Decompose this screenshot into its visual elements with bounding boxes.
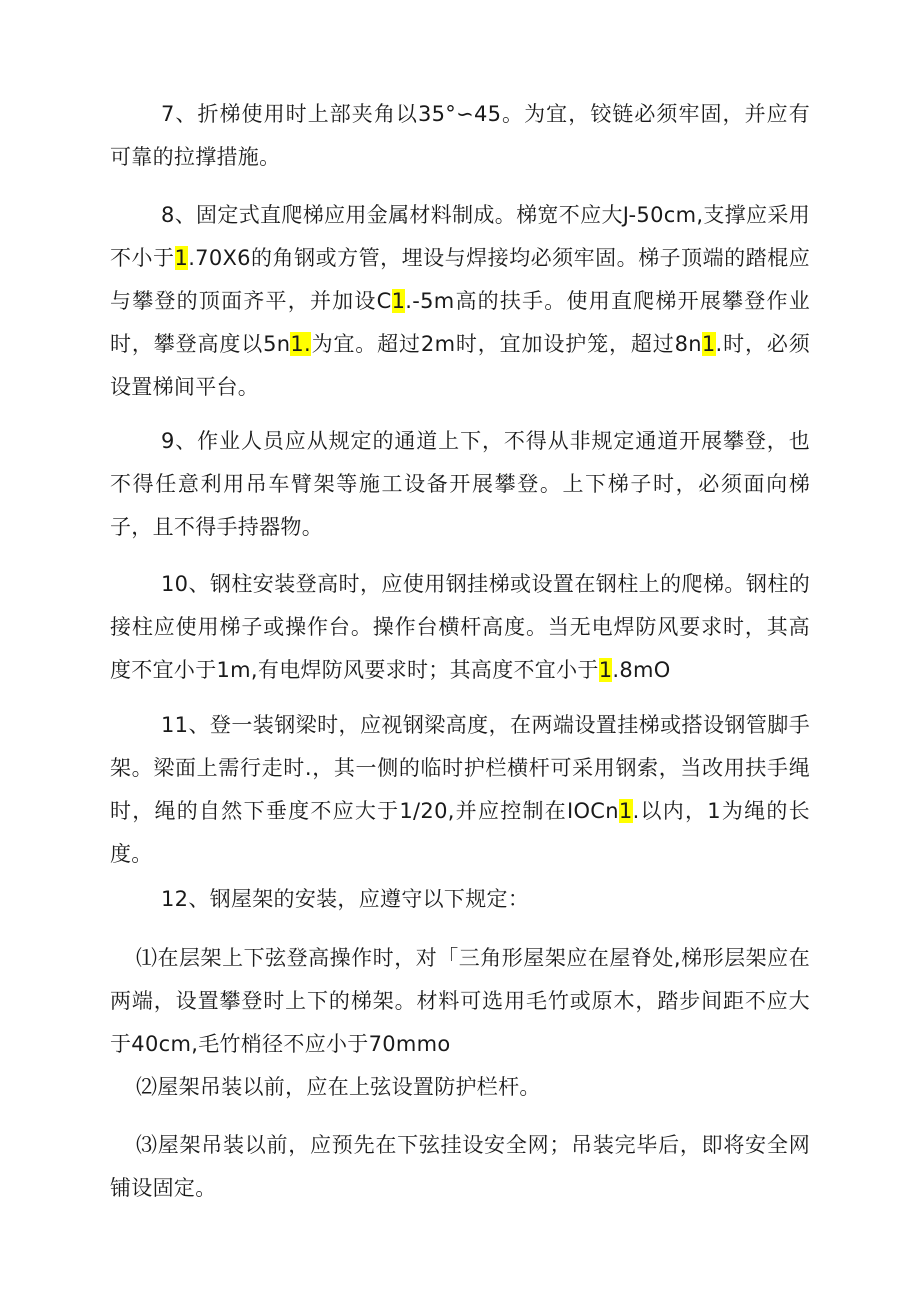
text-run: 12、钢屋架的安装，应遵守以下规定： bbox=[161, 887, 530, 911]
text-run: ⑶屋架吊装以前，应预先在下弦挂设安全网；吊装完毕后，即将安全网铺设固定。 bbox=[110, 1133, 810, 1200]
text-run: .以内，1为绳的长度。 bbox=[110, 799, 810, 866]
paragraph-10 bbox=[110, 563, 810, 692]
text-run: 7、折梯使用时上部夹角以35°∽45。为宜，铰链必须牢固，并应有可靠的拉撑措施。 bbox=[110, 102, 810, 169]
highlighted-text: 1. bbox=[290, 332, 311, 356]
highlighted-text: 1 bbox=[391, 289, 406, 313]
paragraph-12-3 bbox=[110, 1124, 810, 1210]
text-run: ⑵屋架吊装以前，应在上弦设置防护栏杆。 bbox=[136, 1075, 541, 1099]
text-run: .8mO bbox=[612, 658, 671, 682]
highlighted-text: 1 bbox=[618, 799, 633, 823]
text-run: 为宜。超过2m时，宜加设护笼，超过8n bbox=[311, 332, 702, 356]
text-run: .70X6的角钢或方管，埋设与焊接均必须牢固。梯子顶端的踏棍应与攀登的顶面齐平，并加设C bbox=[110, 246, 810, 313]
highlighted-text: 1 bbox=[598, 658, 613, 682]
text-run: 10、钢柱安装登高时，应使用钢挂梯或设置在钢柱上的爬梯。钢柱的接柱应使用梯子或操作台。操作台横杆高度。当无电焊防风要求时，其高度不宜小于1m,有电焊防风要求时；其高度不宜小于 bbox=[110, 572, 810, 682]
text-run: 11、登一装钢梁时，应视钢梁高度，在两端设置挂梯或搭设钢管脚手架。梁面上需行走时.，其一侧的临时护栏横杆可采用钢索，当改用扶手绳时，绳的自然下垂度不应大于1/20,并应控制在IOCn bbox=[110, 713, 810, 823]
highlighted-text: 1 bbox=[701, 332, 716, 356]
paragraph-12-1 bbox=[110, 937, 810, 1066]
paragraph-8 bbox=[110, 194, 810, 409]
paragraph-9 bbox=[110, 420, 810, 549]
text-run: .时，必须设置梯间平台。 bbox=[110, 332, 810, 399]
text-run: 9、作业人员应从规定的通道上下，不得从非规定通道开展攀登，也不得任意利用吊车臂架等施工设备开展攀登。上下梯子时，必须面向梯子，且不得手持器物。 bbox=[110, 429, 810, 539]
paragraph-11 bbox=[110, 704, 810, 876]
text-run: 8、固定式直爬梯应用金属材料制成。梯宽不应大J-50cm,支撑应采用不小于 bbox=[110, 203, 810, 270]
text-run: .-5m高的扶手。使用直爬梯开展攀登作业时，攀登高度以5n bbox=[110, 289, 810, 356]
paragraph-7 bbox=[110, 93, 810, 179]
paragraph-12-2 bbox=[110, 1066, 810, 1109]
text-run: ⑴在层架上下弦登高操作时，对「三角形屋架应在屋脊处,梯形层架应在两端，设置攀登时上下的梯架。材料可选用毛竹或原木，踏步间距不应大于40cm,毛竹梢径不应小于70mmo bbox=[110, 946, 810, 1056]
highlighted-text: 1 bbox=[174, 246, 189, 270]
paragraph-12 bbox=[110, 878, 810, 921]
